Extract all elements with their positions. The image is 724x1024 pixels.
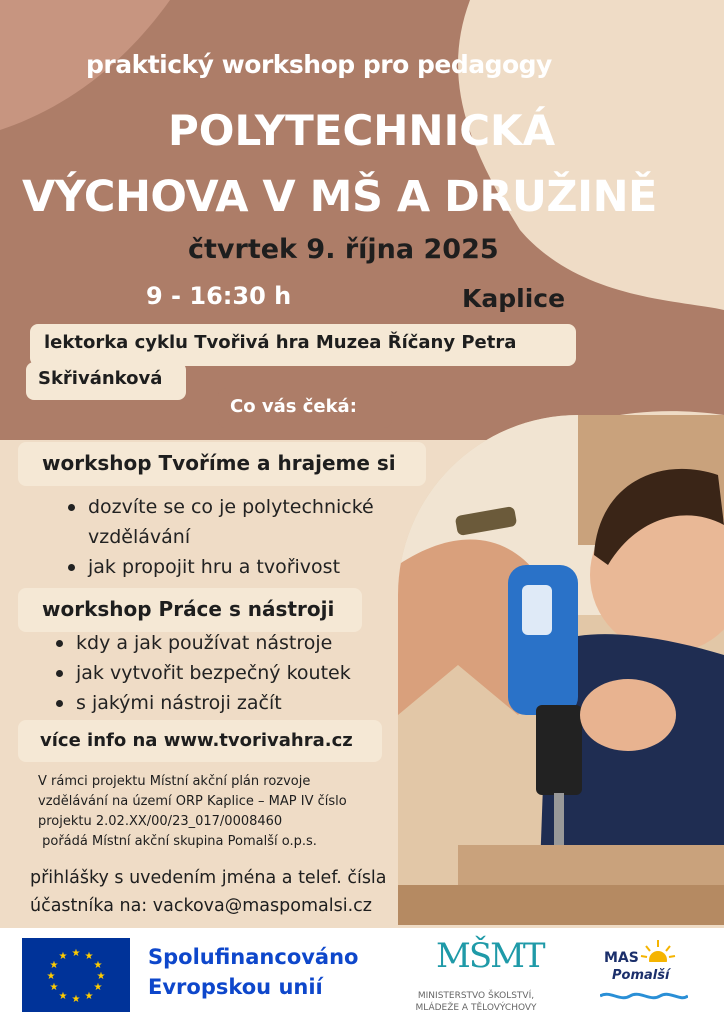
- eu-line-1: Spolufinancováno: [148, 945, 359, 969]
- svg-text:★: ★: [71, 994, 81, 1005]
- workshop-2-bullets: [52, 628, 392, 718]
- eu-line-2: Evropskou unií: [148, 975, 323, 999]
- msmt-line-2: MLÁDEŽE A TĚLOVÝCHOVY: [415, 1003, 537, 1013]
- msmt-line-1: MINISTERSTVO ŠKOLSTVÍ,: [417, 991, 535, 1001]
- eu-flag-icon: [22, 938, 130, 1012]
- registration-text: [30, 864, 387, 920]
- svg-text:★: ★: [84, 951, 94, 962]
- svg-text:★: ★: [49, 960, 59, 971]
- project-line: vzdělávání na území ORP Kaplice – MAP IV číslo: [38, 794, 347, 809]
- more-info-link[interactable]: více info na www.tvorivahra.cz: [40, 730, 353, 751]
- svg-text:★: ★: [46, 971, 56, 982]
- subtitle: praktický workshop pro pedagogy: [86, 50, 552, 79]
- bullet-text-cont: vzdělávání: [88, 526, 191, 548]
- mas-wave-icon: [600, 988, 688, 1002]
- workshop-2-title: workshop Práce s nástroji: [42, 597, 335, 621]
- project-line: projektu 2.02.XX/00/23_017/0008460: [38, 814, 283, 829]
- svg-text:★: ★: [96, 971, 106, 982]
- lecturer-line-1: lektorka cyklu Tvořivá hra Muzea Říčany Petra: [44, 332, 517, 353]
- event-date: čtvrtek 9. října 2025: [188, 234, 499, 265]
- event-place: Kaplice: [462, 284, 566, 313]
- project-text: [38, 772, 347, 852]
- event-time: 9 - 16:30 h: [146, 282, 292, 310]
- eu-text: [148, 942, 358, 1002]
- workshop-1-title: workshop Tvoříme a hrajeme si: [42, 451, 396, 475]
- svg-text:★: ★: [93, 982, 103, 993]
- bullet-text: dozvíte se co je polytechnické: [88, 496, 374, 518]
- list-item: [64, 492, 394, 552]
- project-line: pořádá Místní akční skupina Pomalší o.p.s.: [38, 834, 317, 849]
- footer: [0, 928, 724, 1024]
- list-item: jak propojit hru a tvořivost: [64, 552, 394, 582]
- svg-text:★: ★: [84, 991, 94, 1002]
- title-line-2: VÝCHOVA V MŠ A DRUŽINĚ: [22, 172, 657, 222]
- msmt-logo: MŠMT: [436, 936, 544, 976]
- workshop-1-bullets: [64, 492, 394, 582]
- lecturer-line-2: Skřivánková: [38, 368, 163, 389]
- msmt-text: [396, 990, 556, 1014]
- title-line-1: POLYTECHNICKÁ: [168, 106, 556, 155]
- project-line: V rámci projektu Místní akční plán rozvoje: [38, 774, 311, 789]
- svg-text:★: ★: [58, 991, 68, 1002]
- workshop-photo: [398, 415, 724, 925]
- svg-text:★: ★: [71, 948, 81, 959]
- list-item: kdy a jak používat nástroje: [52, 628, 392, 658]
- list-item: jak vytvořit bezpečný koutek: [52, 658, 392, 688]
- svg-text:★: ★: [58, 951, 68, 962]
- list-item: s jakými nástroji začít: [52, 688, 392, 718]
- photo-illustration: [398, 415, 724, 925]
- registration-line: účastníka na: vackova@maspomalsi.cz: [30, 896, 372, 916]
- registration-line: přihlášky s uvedením jména a telef. čísla: [30, 868, 387, 888]
- mas-sun-icon: [640, 938, 676, 962]
- expect-label: Co vás čeká:: [230, 396, 357, 417]
- mas-line-1: MAS: [604, 950, 639, 966]
- mas-line-2: Pomalší: [612, 968, 670, 983]
- svg-text:★: ★: [93, 960, 103, 971]
- svg-text:★: ★: [49, 982, 59, 993]
